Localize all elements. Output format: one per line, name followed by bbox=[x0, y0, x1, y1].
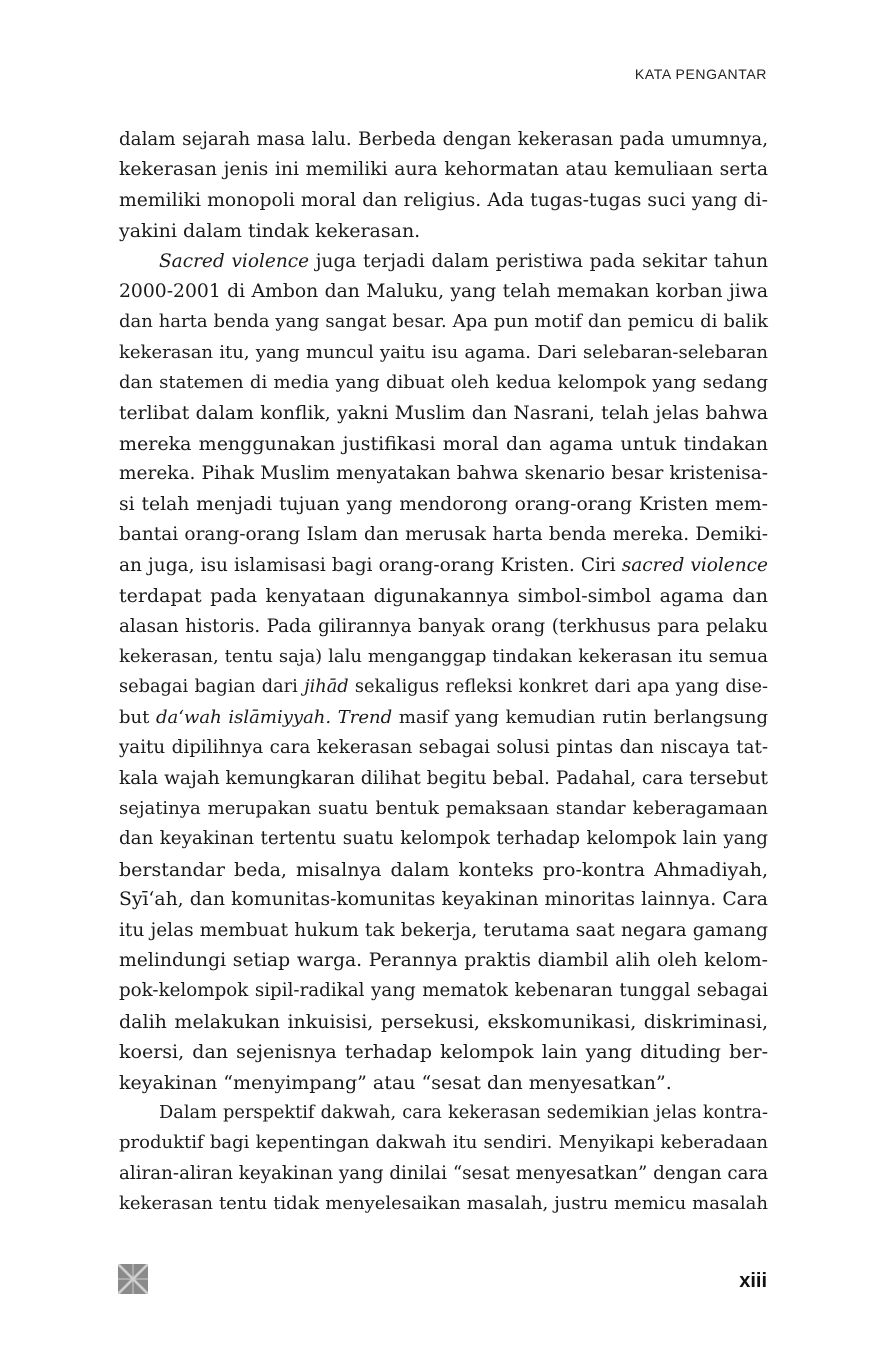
text-span: sebagai bagian dari bbox=[119, 677, 305, 698]
text-line: dalam sejarah masa lalu. Berbeda dengan kekerasan pada umumnya, bbox=[119, 129, 768, 150]
text-line: pok-kelompok sipil-radikal yang mematok kebenaran tunggal sebagai bbox=[119, 980, 768, 1002]
text-line bbox=[119, 247, 768, 277]
text-line: yakini dalam tindak kekerasan. bbox=[119, 220, 421, 243]
text-line: terlibat dalam konflik, yakni Muslim dan Nasrani, telah jelas bahwa bbox=[119, 402, 768, 424]
text-line: dan keyakinan tertentu suatu kelompok terhadap kelompok lain yang bbox=[119, 828, 768, 850]
text-line: si telah menjadi tujuan yang mendorong orang-orang Kristen mem- bbox=[119, 493, 768, 515]
text-line: melindungi setiap warga. Perannya praktis diambil alih oleh kelom- bbox=[119, 949, 768, 971]
italic-term: Sacred violence bbox=[159, 250, 310, 272]
text-line: itu jelas membuat hukum tak bekerja, terutama saat negara gamang bbox=[119, 919, 768, 941]
text-line: alasan historis. Pada gilirannya banyak orang (terkhusus para pelaku bbox=[119, 615, 768, 637]
text-span: an juga, isu islamisasi bagi orang-orang Kristen. Ciri bbox=[119, 554, 622, 576]
paragraph bbox=[119, 125, 768, 247]
text-line bbox=[119, 672, 768, 702]
text-line bbox=[119, 703, 768, 733]
text-line: dan harta benda yang sangat besar. Apa pun motif dan pemicu di balik bbox=[119, 311, 768, 333]
text-line: dan statemen di media yang dibuat oleh kedua kelompok yang sedang bbox=[119, 372, 768, 394]
text-line: mereka menggunakan justifikasi moral dan agama untuk tindakan bbox=[119, 433, 768, 456]
text-line: terdapat pada kenyataan digunakannya simbol-simbol agama dan bbox=[119, 585, 768, 608]
text-line: yaitu dipilihnya cara kekerasan sebagai solusi pintas dan niscaya tat- bbox=[119, 737, 768, 759]
page-number: xiii bbox=[739, 1270, 767, 1292]
text-line: sejatinya merupakan suatu bentuk pemaksaan standar keberagamaan bbox=[119, 797, 768, 819]
text-line: koersi, dan sejenisnya terhadap kelompok lain yang dituding ber- bbox=[119, 1041, 768, 1064]
text-line: kekerasan itu, yang muncul yaitu isu agama. Dari selebaran-selebaran bbox=[119, 341, 768, 363]
body-text bbox=[119, 125, 768, 1220]
text-line: aliran-aliran keyakinan yang dinilai “sesat menyesatkan” dengan cara bbox=[119, 1162, 769, 1184]
text-line: keyakinan “menyimpang” atau “sesat dan menyesatkan”. bbox=[119, 1071, 672, 1094]
text-line bbox=[119, 551, 768, 581]
text-line: 2000-2001 di Ambon dan Maluku, yang telah memakan korban jiwa bbox=[119, 281, 768, 303]
text-line: mereka. Pihak Muslim menyatakan bahwa skenario besar kristenisa- bbox=[119, 463, 768, 485]
text-line: Syī‘ah, dan komunitas-komunitas keyakinan minoritas lainnya. Cara bbox=[119, 889, 768, 911]
paragraph bbox=[119, 247, 768, 1098]
running-head: KATA PENGANTAR bbox=[634, 66, 767, 82]
italic-term: sacred violence bbox=[621, 554, 768, 576]
text-line: dalih melakukan inkuisisi, persekusi, ekskomunikasi, diskriminasi, bbox=[119, 1010, 768, 1033]
text-line: produktif bagi kepentingan dakwah itu sendiri. Menyikapi keberadaan bbox=[119, 1132, 768, 1154]
text-line: berstandar beda, misalnya dalam konteks pro-kontra Ahmadiyah, bbox=[119, 858, 768, 881]
text-line: kekerasan, tentu saja) lalu menganggap tindakan kekerasan itu semua bbox=[119, 645, 768, 667]
text-line: kekerasan tentu tidak menyelesaikan masalah, justru memicu masalah bbox=[119, 1193, 768, 1215]
italic-term: da‘wah islāmiyyah. Trend bbox=[156, 706, 393, 728]
text-line: Dalam perspektif dakwah, cara kekerasan sedemikian jelas kontra- bbox=[159, 1103, 768, 1123]
publisher-ornament-icon bbox=[118, 1264, 148, 1294]
paragraph bbox=[119, 1098, 768, 1220]
italic-term: jihād bbox=[304, 677, 349, 698]
text-line: bantai orang-orang Islam dan merusak harta benda mereka. Demiki- bbox=[119, 524, 768, 546]
text-span: juga terjadi dalam peristiwa pada sekitar tahun bbox=[309, 250, 768, 272]
text-span: but bbox=[119, 706, 157, 728]
text-line: kala wajah kemungkaran dilihat begitu bebal. Padahal, cara tersebut bbox=[119, 767, 768, 789]
text-span: sekaligus refleksi konkret dari apa yang dise- bbox=[348, 677, 768, 698]
text-line: kekerasan jenis ini memiliki aura kehormatan atau kemuliaan serta bbox=[119, 159, 768, 181]
text-line: memiliki monopoli moral dan religius. Ada tugas-tugas suci yang di- bbox=[119, 189, 768, 211]
text-span: masif yang kemudian rutin berlangsung bbox=[392, 706, 768, 728]
